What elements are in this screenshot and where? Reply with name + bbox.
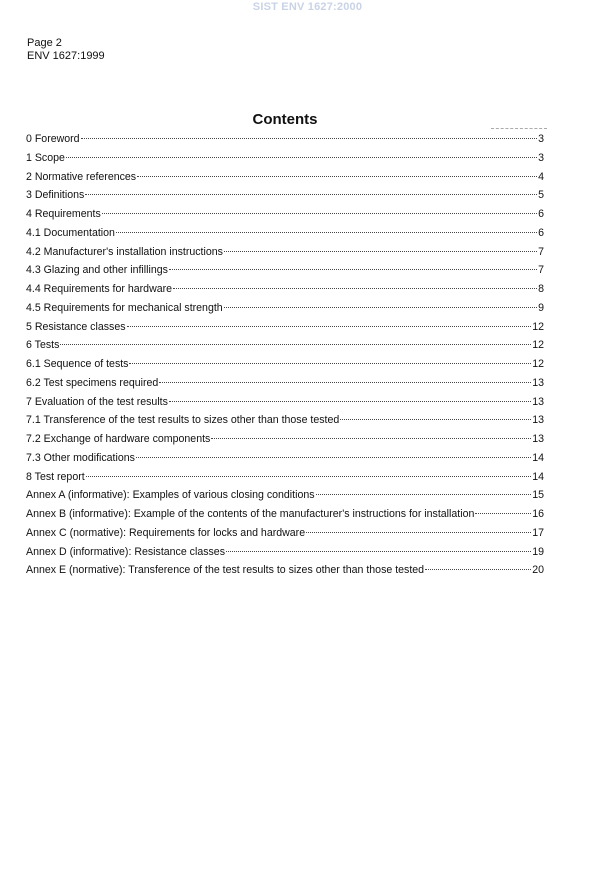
toc-entry-label: 3 Definitions — [26, 189, 85, 202]
toc-entry[interactable] — [26, 302, 544, 321]
toc-entry[interactable] — [26, 208, 544, 227]
toc-leader-dots — [224, 251, 537, 252]
toc-entry[interactable] — [26, 489, 544, 508]
toc-entry[interactable] — [26, 546, 544, 565]
toc-entry-label: 6 Tests — [26, 339, 60, 352]
toc-entry[interactable] — [26, 508, 544, 527]
toc-entry-page: 17 — [532, 526, 544, 539]
toc-entry-label: Annex A (informative): Examples of various closing conditions — [26, 489, 315, 502]
toc-entry-page: 3 — [538, 133, 544, 145]
toc-entry-label: Annex D (informative): Resistance classes — [26, 545, 226, 558]
toc-leader-dots — [86, 476, 532, 477]
page-title: Contents — [252, 111, 318, 128]
toc-entry-label: 4.5 Requirements for mechanical strength — [26, 301, 223, 314]
toc-entry-label: 6.1 Sequence of tests — [26, 358, 129, 370]
toc-entry[interactable] — [26, 152, 544, 171]
toc-entry-page: 14 — [532, 451, 544, 464]
toc-leader-dots — [85, 194, 537, 195]
toc-entry-page: 5 — [538, 189, 544, 202]
toc-leader-dots — [102, 213, 537, 214]
toc-entry-label: 4 Requirements — [26, 208, 101, 220]
toc-entry[interactable] — [26, 452, 544, 471]
document-id: ENV 1627:1999 — [27, 50, 105, 62]
toc-leader-dots — [224, 307, 537, 308]
toc-entry[interactable] — [26, 527, 544, 546]
toc-entry[interactable] — [26, 339, 544, 358]
toc-leader-dots — [169, 269, 537, 270]
toc-entry-label: 0 Foreword — [26, 133, 80, 145]
toc-entry[interactable] — [26, 321, 544, 340]
watermark: SIST ENV 1627:2000 — [252, 1, 363, 13]
toc-entry-label: Annex B (informative): Example of the contents of the manufacturer's instructions for installation — [26, 508, 475, 520]
toc-entry-page: 9 — [538, 301, 544, 314]
toc-entry-label: 4.1 Documentation — [26, 226, 115, 239]
toc-entry-label: 4.3 Glazing and other infillings — [26, 264, 168, 277]
toc-entry-page: 20 — [532, 564, 544, 577]
toc-entry[interactable] — [26, 433, 544, 452]
toc-entry-label: 7.2 Exchange of hardware components — [26, 433, 211, 445]
toc-entry-label: 7.3 Other modifications — [26, 451, 135, 464]
toc-leader-dots — [211, 438, 531, 439]
toc-entry[interactable] — [26, 564, 544, 583]
toc-entry[interactable] — [26, 171, 544, 190]
toc-entry-page: 16 — [532, 508, 544, 520]
toc-entry-label: 4.2 Manufacturer's installation instructions — [26, 245, 223, 258]
toc-leader-dots — [340, 419, 531, 420]
toc-leader-dots — [127, 326, 532, 327]
toc-leader-dots — [116, 232, 537, 233]
toc-leader-dots — [159, 382, 531, 383]
toc-entry-label: Annex C (normative): Requirements for locks and hardware — [26, 526, 306, 539]
toc-entry-label: 1 Scope — [26, 151, 65, 164]
toc-entry-page: 12 — [532, 358, 544, 370]
toc-leader-dots — [475, 513, 531, 514]
toc-leader-dots — [169, 401, 531, 402]
toc-entry[interactable] — [26, 264, 544, 283]
toc-entry[interactable] — [26, 189, 544, 208]
toc-entry[interactable] — [26, 358, 544, 377]
toc-entry[interactable] — [26, 283, 544, 302]
toc-entry-label: 4.4 Requirements for hardware — [26, 283, 173, 295]
toc-entry-page: 7 — [538, 264, 544, 277]
toc-entry-label: Annex E (normative): Transference of the test results to sizes other than those tested — [26, 564, 425, 577]
toc-entry-page: 7 — [538, 245, 544, 258]
toc-leader-dots — [316, 494, 532, 495]
toc-entry-page: 3 — [538, 151, 544, 164]
toc-entry-page: 12 — [532, 339, 544, 352]
toc-entry-page: 13 — [532, 376, 544, 389]
scan-artifact — [491, 128, 547, 130]
toc-entry-page: 13 — [532, 414, 544, 427]
toc-entry-page: 6 — [538, 208, 544, 220]
toc-leader-dots — [173, 288, 537, 289]
toc-entry-page: 15 — [532, 489, 544, 502]
toc-entry-page: 13 — [532, 433, 544, 445]
toc-entry-label: 8 Test report — [26, 470, 85, 483]
toc-entry-page: 6 — [538, 226, 544, 239]
toc-leader-dots — [66, 157, 537, 158]
toc-leader-dots — [60, 344, 531, 345]
toc-entry-label: 2 Normative references — [26, 170, 137, 183]
toc-leader-dots — [129, 363, 531, 364]
toc-entry[interactable] — [26, 246, 544, 265]
toc-entry-page: 8 — [538, 283, 544, 295]
toc-entry-label: 6.2 Test specimens required — [26, 376, 159, 389]
toc-entry-page: 13 — [532, 395, 544, 408]
toc-entry-label: 7.1 Transference of the test results to sizes other than those tested — [26, 414, 340, 427]
toc-entry-page: 19 — [532, 545, 544, 558]
toc-entry[interactable] — [26, 471, 544, 490]
toc-entry-page: 12 — [532, 320, 544, 333]
toc-entry[interactable] — [26, 414, 544, 433]
toc-leader-dots — [425, 569, 531, 570]
page-header — [27, 37, 105, 63]
table-of-contents — [26, 133, 544, 583]
toc-entry-page: 4 — [538, 170, 544, 183]
toc-entry[interactable] — [26, 377, 544, 396]
toc-leader-dots — [136, 457, 531, 458]
toc-leader-dots — [137, 176, 537, 177]
toc-entry[interactable] — [26, 396, 544, 415]
toc-entry[interactable] — [26, 133, 544, 152]
toc-entry[interactable] — [26, 227, 544, 246]
toc-entry-page: 14 — [532, 470, 544, 483]
toc-entry-label: 7 Evaluation of the test results — [26, 395, 168, 408]
toc-leader-dots — [306, 532, 531, 533]
toc-entry-label: 5 Resistance classes — [26, 320, 126, 333]
toc-leader-dots — [226, 551, 531, 552]
page-number: Page 2 — [27, 37, 62, 49]
toc-leader-dots — [81, 138, 538, 139]
